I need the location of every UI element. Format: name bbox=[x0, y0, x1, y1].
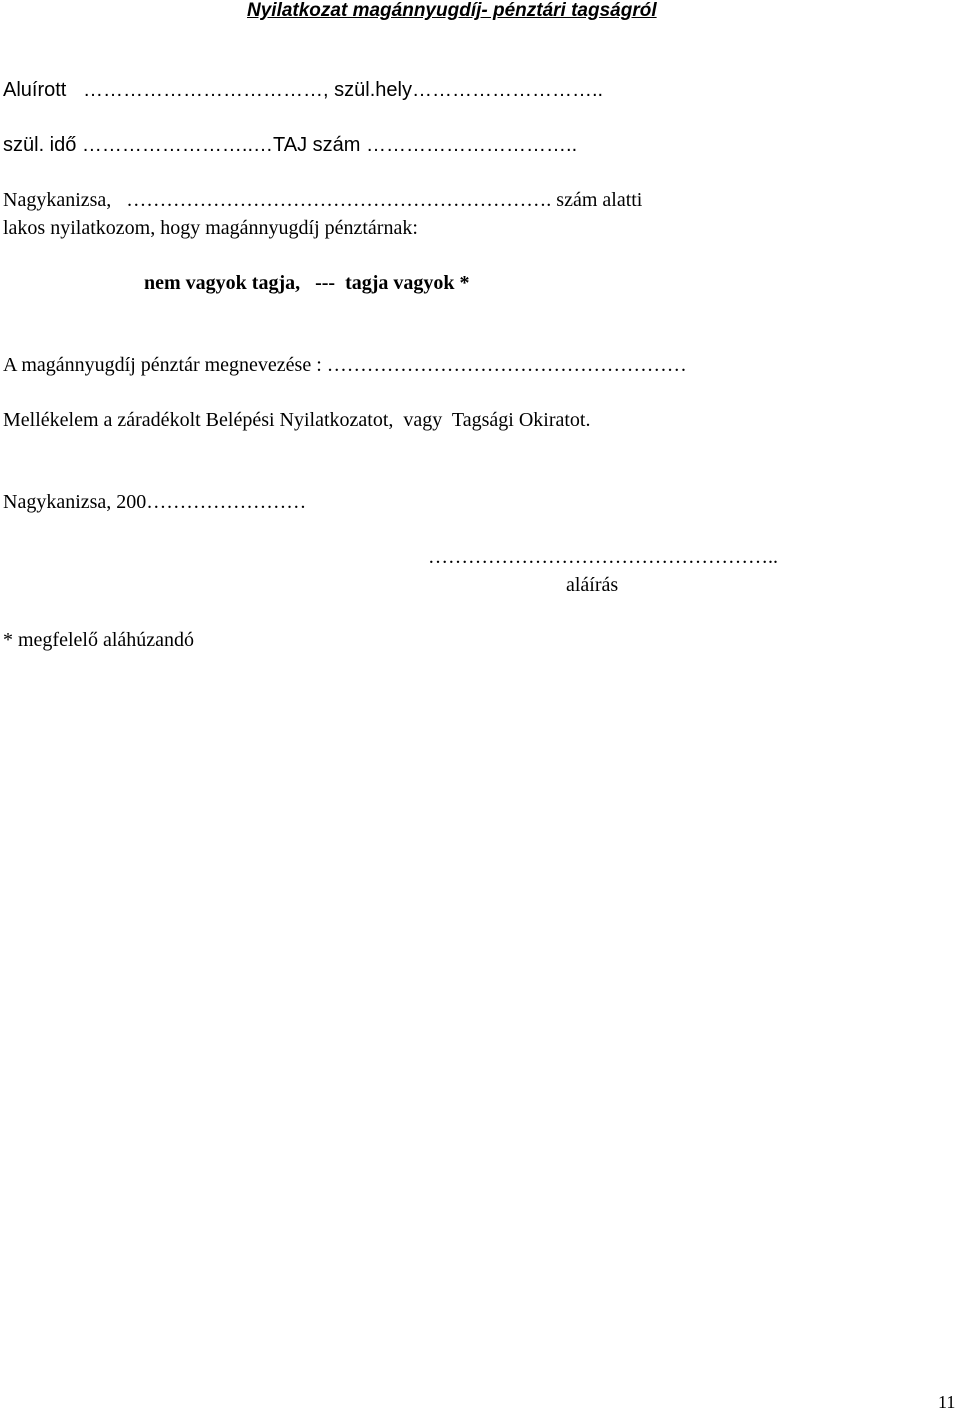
footnote: * megfelelő aláhúzandó bbox=[3, 629, 195, 651]
signature-dots: …………………………………………….. bbox=[428, 546, 778, 568]
address-line: Nagykanizsa, ………………………………………………………. szám alatti bbox=[3, 189, 643, 211]
declaration-line: lakos nyilatkozom, hogy magánnyugdíj pénztárnak: bbox=[3, 217, 418, 239]
document-title: Nyilatkozat magánnyugdíj- pénztári tagságról bbox=[247, 0, 657, 21]
page-number: 11 bbox=[938, 1392, 956, 1412]
attachment-line: Mellékelem a záradékolt Belépési Nyilatkozatot, vagy Tagsági Okiratot. bbox=[3, 409, 591, 431]
date-line: Nagykanizsa, 200…………………… bbox=[3, 491, 307, 513]
signer-line: Aluírott ………………………………, szül.hely……………………….. bbox=[3, 79, 604, 101]
signature-label: aláírás bbox=[566, 574, 619, 596]
membership-options: nem vagyok tagja, --- tagja vagyok * bbox=[144, 272, 470, 294]
birth-date-line: szül. idő ……………………..…TAJ szám ………………………….. bbox=[3, 134, 578, 156]
fund-name-line: A magánnyugdíj pénztár megnevezése : ……………………………………………… bbox=[3, 354, 687, 376]
